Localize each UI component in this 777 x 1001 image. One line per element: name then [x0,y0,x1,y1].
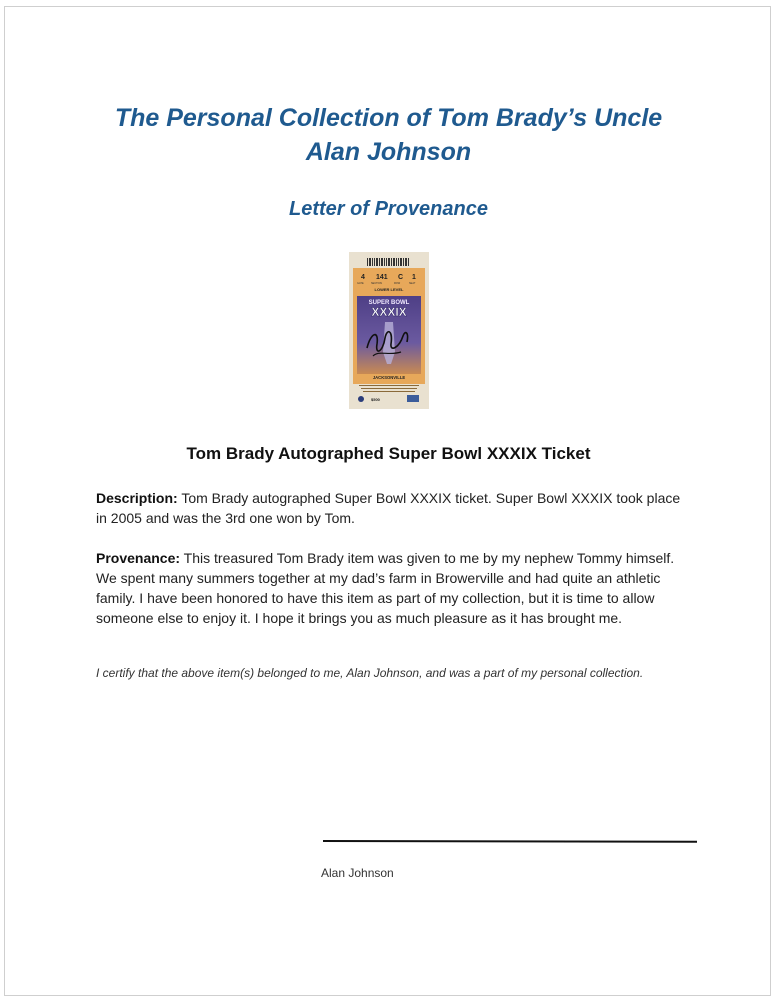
ticket-price: $500 [371,397,380,402]
ticket-city: JACKSONVILLE [372,375,406,380]
certification-statement: I certify that the above item(s) belonged to me, Alan Johnson, and was a part of my personal collection. [96,666,644,680]
description-paragraph [96,488,686,528]
ticket-level: LOWER LEVEL [374,287,404,292]
ticket-event-line2: XXXIX [371,305,407,319]
ticket-seat: 1 [412,274,416,281]
signature-line [323,840,697,843]
ticket-image [349,252,429,409]
provenance-label: Provenance: [96,550,181,566]
collection-title [5,101,772,169]
item-title: Tom Brady Autographed Super Bowl XXXIX Ticket [186,444,591,463]
signer-name: Alan Johnson [321,866,394,880]
sponsor-logo-icon [407,395,419,402]
ticket-gate: 4 [361,274,365,281]
provenance-text: This treasured Tom Brady item was given to me by my nephew Tommy himself. We spent many summers together at my dad’s farm in Browerville and had quite an athletic family. I have been honored to have this item as part of my collection, but it is time to allow someone else to enjoy it. I hope it brings you as much pleasure as it has brought me. [96,550,675,626]
collection-title-line2: Alan Johnson [305,138,472,166]
ticket-row: C [398,274,404,281]
ticket-row-caption: ROW [394,282,401,285]
collection-title-line1: The Personal Collection of Tom Brady’s Uncle [114,104,663,132]
ticket-event-line1: SUPER BOWL [368,300,410,306]
provenance-paragraph [96,548,686,628]
ticket-seat-caption: SEAT [409,282,416,285]
ticket-gate-caption: GATE [357,282,364,285]
letter-subtitle: Letter of Provenance [289,198,488,220]
nfl-logo-icon [358,396,364,402]
ticket-section-caption: SECTION [371,282,383,285]
description-label: Description: [96,490,178,506]
letter-page [4,6,771,996]
description-text: Tom Brady autographed Super Bowl XXXIX ticket. Super Bowl XXXIX took place in 2005 and was the 3rd one won by Tom. [96,490,681,526]
ticket-section: 141 [376,274,388,281]
